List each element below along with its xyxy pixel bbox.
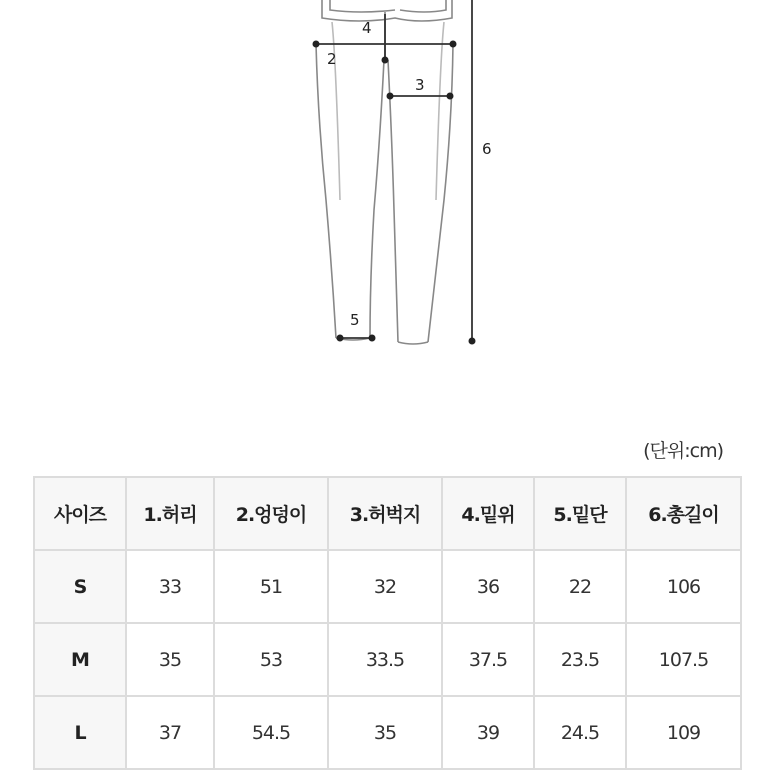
cell: 22 — [534, 550, 626, 623]
size-table — [33, 476, 742, 770]
label-6: 6 — [482, 140, 492, 158]
cell: 51 — [214, 550, 328, 623]
cell: 107.5 — [626, 623, 741, 696]
header-waist: 1.허리 — [126, 477, 214, 550]
cell: 33.5 — [328, 623, 442, 696]
cell: 54.5 — [214, 696, 328, 769]
header-hip: 2.엉덩이 — [214, 477, 328, 550]
cell: 109 — [626, 696, 741, 769]
label-3: 3 — [415, 76, 425, 94]
row-size: S — [34, 550, 126, 623]
table-header-row — [34, 477, 741, 550]
table-row — [34, 696, 741, 769]
label-2: 2 — [327, 50, 337, 68]
cell: 106 — [626, 550, 741, 623]
cell: 36 — [442, 550, 534, 623]
pants-measurement-diagram — [0, 0, 773, 360]
label-5: 5 — [350, 311, 360, 329]
header-thigh: 3.허벅지 — [328, 477, 442, 550]
unit-note: (단위:cm) — [643, 440, 723, 462]
table-row — [34, 550, 741, 623]
row-size: M — [34, 623, 126, 696]
header-hem: 5.밑단 — [534, 477, 626, 550]
cell: 35 — [126, 623, 214, 696]
cell: 24.5 — [534, 696, 626, 769]
table-row — [34, 623, 741, 696]
cell: 39 — [442, 696, 534, 769]
cell: 33 — [126, 550, 214, 623]
header-rise: 4.밑위 — [442, 477, 534, 550]
cell: 23.5 — [534, 623, 626, 696]
row-size: L — [34, 696, 126, 769]
header-size: 사이즈 — [34, 477, 126, 550]
cell: 32 — [328, 550, 442, 623]
label-4: 4 — [362, 19, 372, 37]
cell: 37 — [126, 696, 214, 769]
cell: 37.5 — [442, 623, 534, 696]
cell: 35 — [328, 696, 442, 769]
header-length: 6.총길이 — [626, 477, 741, 550]
cell: 53 — [214, 623, 328, 696]
